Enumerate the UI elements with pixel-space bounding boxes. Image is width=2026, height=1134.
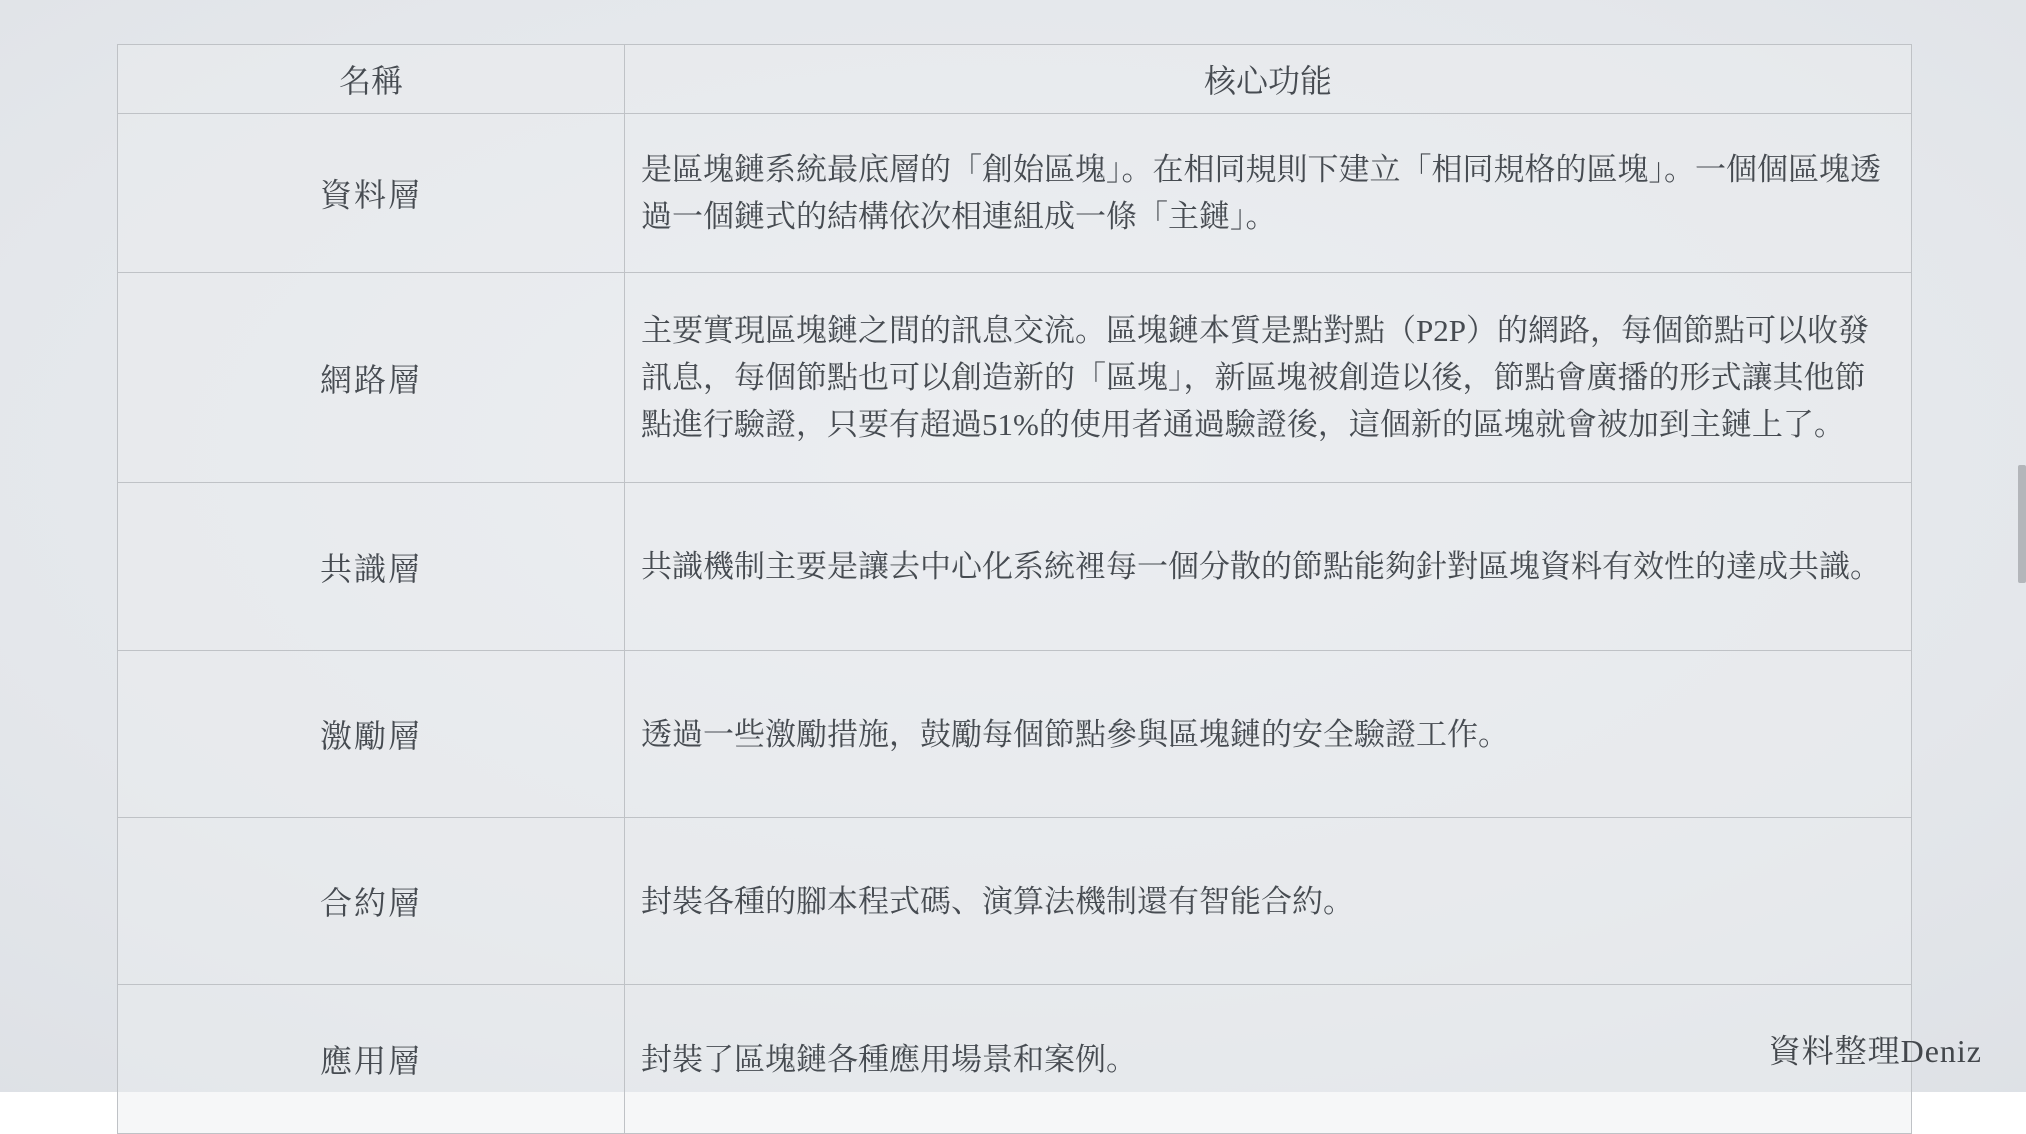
layer-name-cell: 合約層 [118,818,625,985]
layer-function-cell: 共識機制主要是讓去中心化系統裡每一個分散的節點能夠針對區塊資料有效性的達成共識。 [625,483,1912,651]
layer-name-cell: 網路層 [118,273,625,483]
layer-function-cell: 封裝了區塊鏈各種應用場景和案例。 [625,985,1912,1134]
layer-name-cell: 資料層 [118,114,625,273]
table-row [118,114,1912,273]
credit-text: 資料整理Deniz [1768,1033,1982,1069]
blockchain-layers-table [117,44,1912,1134]
column-header-name: 名稱 [118,45,625,114]
column-header-function: 核心功能 [625,45,1912,114]
layer-function-cell: 封裝各種的腳本程式碼、演算法機制還有智能合約。 [625,818,1912,985]
layer-name-cell: 應用層 [118,985,625,1134]
table-row [118,483,1912,651]
table-row [118,651,1912,818]
table-row [118,818,1912,985]
layer-function-cell: 透過一些激勵措施，鼓勵每個節點參與區塊鏈的安全驗證工作。 [625,651,1912,818]
table-header-row [118,45,1912,114]
layer-name-cell: 激勵層 [118,651,625,818]
layer-function-cell: 是區塊鏈系統最底層的「創始區塊」。在相同規則下建立「相同規格的區塊」。一個個區塊透過一個鏈式的結構依次相連組成一條「主鏈」。 [625,114,1912,273]
table-row [118,985,1912,1134]
scrollbar-thumb[interactable] [2018,465,2026,583]
layer-function-cell: 主要實現區塊鏈之間的訊息交流。區塊鏈本質是點對點（P2P）的網路，每個節點可以收發訊息，每個節點也可以創造新的「區塊」，新區塊被創造以後，節點會廣播的形式讓其他節點進行驗證，只要有超過51%的使用者通過驗證後，這個新的區塊就會被加到主鏈上了。 [625,273,1912,483]
table-row [118,273,1912,483]
layer-name-cell: 共識層 [118,483,625,651]
